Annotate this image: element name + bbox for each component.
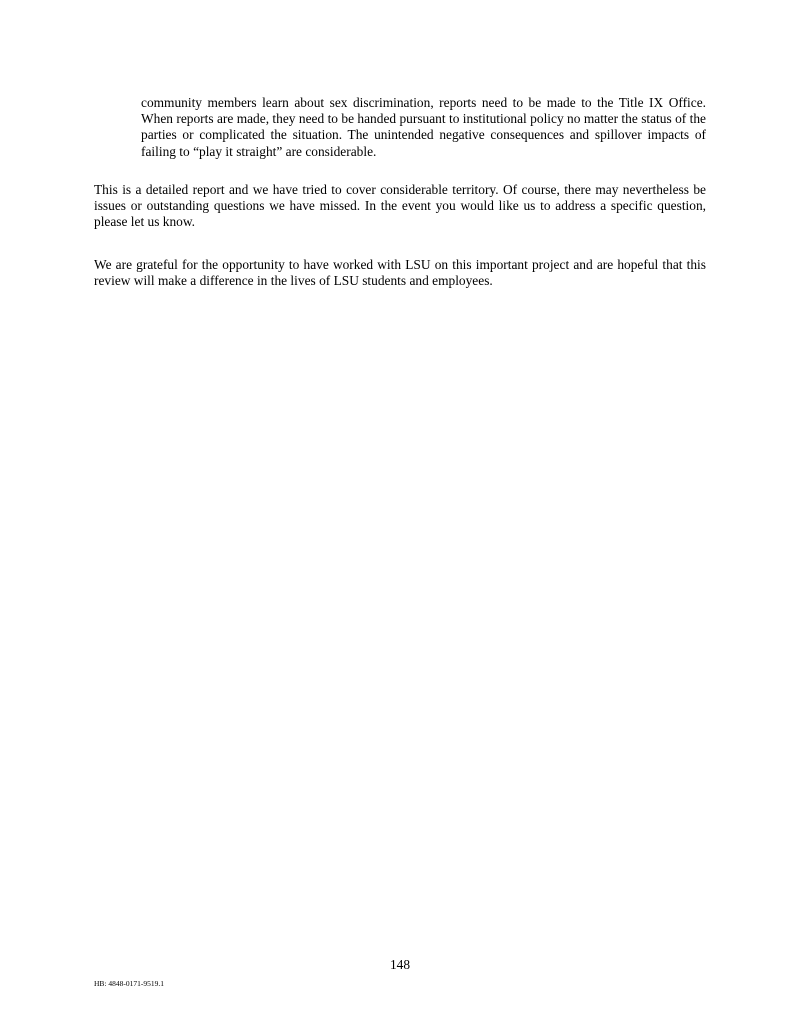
body-paragraph-report-scope: This is a detailed report and we have tried to cover considerable territory. Of course, there may nevertheless be issues or outstanding questions we have missed. In the event you would like us to address a specific question, please let us know. xyxy=(94,182,706,230)
body-paragraph-closing: We are grateful for the opportunity to have worked with LSU on this important project and are hopeful that this review will make a difference in the lives of LSU students and employees. xyxy=(94,257,706,289)
document-id-footer: HB: 4848-0171-9519.1 xyxy=(94,979,164,988)
page-number: 148 xyxy=(389,957,411,972)
indented-paragraph: community members learn about sex discrimination, reports need to be made to the Title IX Office. When reports are made, they need to be handed pursuant to institutional policy no matter the status of the parties or complicated the situation. The unintended negative consequences and spillover impacts of failing to “play it straight” are considerable. xyxy=(141,95,706,159)
